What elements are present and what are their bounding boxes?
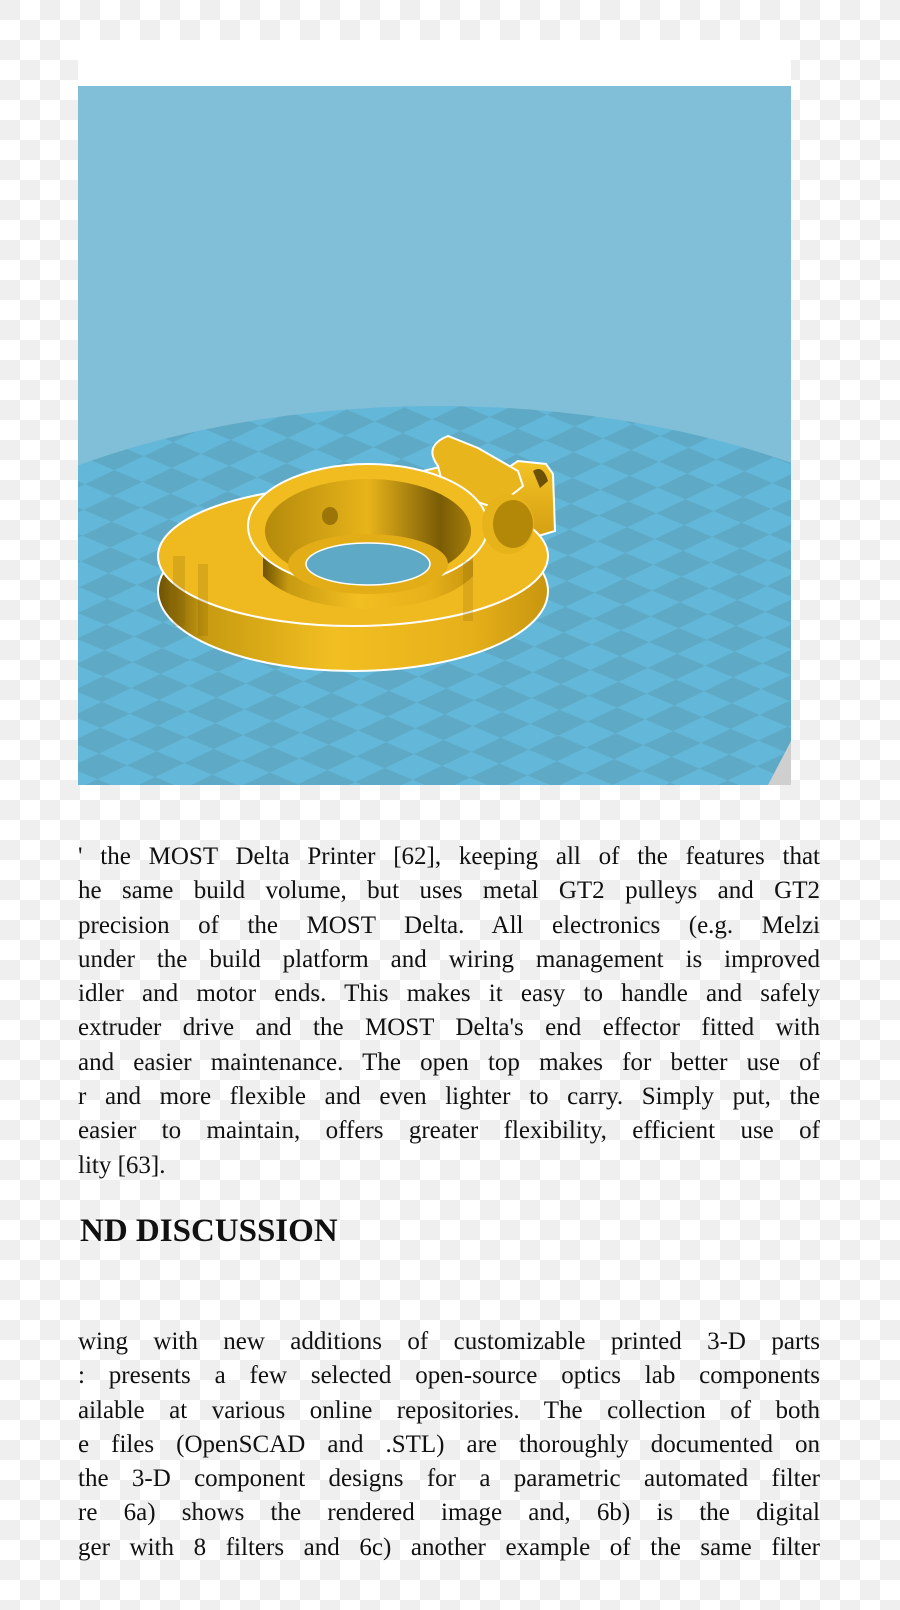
paragraph-body-1	[78, 840, 820, 1183]
text-line: and easier maintenance. The open top makes for better use of	[78, 1048, 820, 1076]
text-line: under the build platform and wiring management is improved	[78, 945, 820, 973]
text-line: : presents a few selected open-source optics lab components	[78, 1362, 820, 1390]
text-line: idler and motor ends. This makes it easy to handle and safely	[78, 980, 820, 1008]
text-line: lity [63].	[78, 1151, 166, 1179]
paragraph-body-2	[78, 1325, 820, 1565]
text-line: easier to maintain, offers greater flexibility, efficient use of	[78, 1117, 820, 1145]
rendered-3d-part-figure	[78, 86, 791, 785]
text-line: r and more flexible and even lighter to carry. Simply put, the	[78, 1083, 820, 1111]
build-plate-render	[78, 86, 791, 785]
text-line: e files (OpenSCAD and .STL) are thoroughly documented on	[78, 1430, 820, 1458]
section-heading: ND DISCUSSION	[80, 1213, 338, 1249]
text-line: the 3-D component designs for a parametric automated filter	[78, 1465, 820, 1493]
text-line: he same build volume, but uses metal GT2 pulleys and GT2	[78, 877, 820, 905]
text-line: ' the MOST Delta Printer [62], keeping all of the features that	[78, 843, 820, 870]
text-line: extruder drive and the MOST Delta's end effector fitted with	[78, 1014, 820, 1042]
text-line: precision of the MOST Delta. All electronics (e.g. Melzi	[78, 911, 820, 939]
text-line: re 6a) shows the rendered image and, 6b) is the digital	[78, 1499, 820, 1527]
text-line: ger with 8 filters and 6c) another example of the same filter	[78, 1533, 820, 1561]
text-line: ailable at various online repositories. The collection of both	[78, 1396, 820, 1424]
text-line: wing with new additions of customizable printed 3-D parts	[78, 1328, 820, 1355]
figure-top-margin	[78, 40, 791, 86]
